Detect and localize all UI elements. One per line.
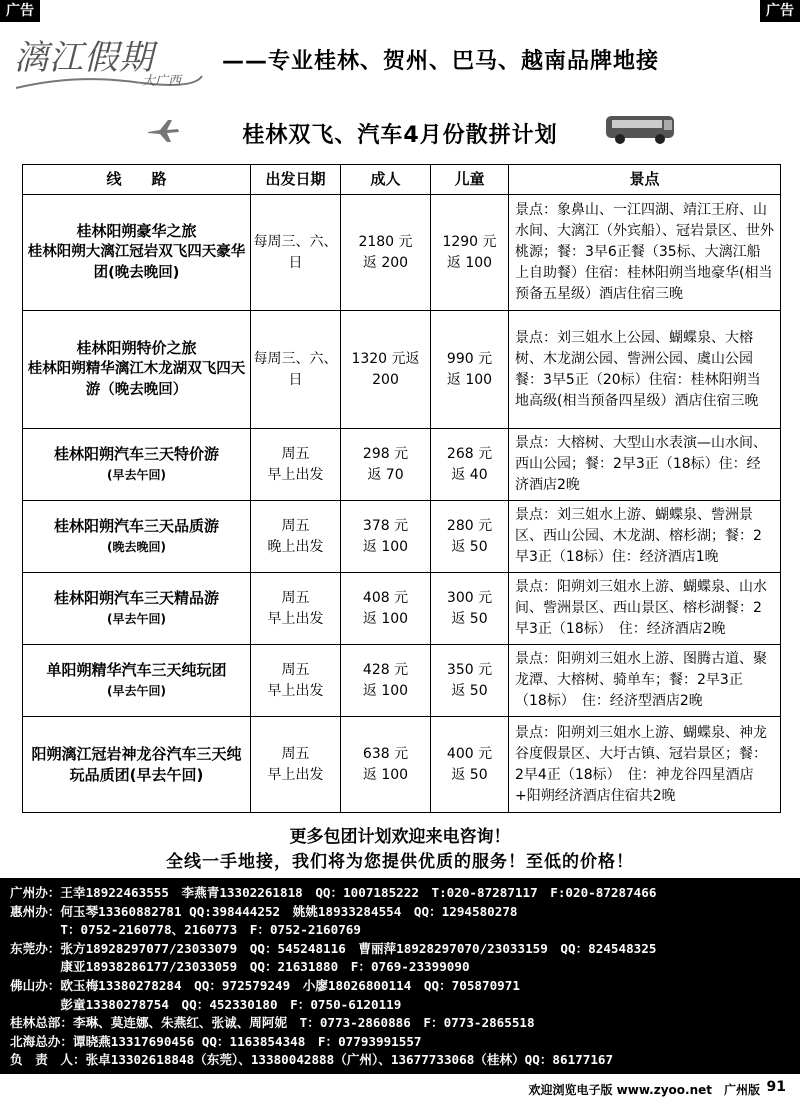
table-row	[23, 501, 781, 573]
date-cell: 周五 早上出发	[251, 645, 341, 717]
sights-cell: 景点：刘三姐水上游、蝴蝶泉、訾洲景区、西山公园、木龙湖、榕杉湖；餐：2早3正（18标）住：经济酒店1晚	[509, 501, 781, 573]
contact-line: 桂林总部：李琳、莫连娜、朱燕红、张诚、周阿妮 T：0773-2860886 F：0773-2865518	[10, 1015, 535, 1031]
contact-line: 彭童13380278754 QQ：452330180 F：0750-6120119	[10, 996, 402, 1012]
date-cell: 周五 早上出发	[251, 717, 341, 813]
route-name: 桂林阳朔汽车三天精品游	[53, 588, 219, 607]
contact-line: 康亚18938286177/23033059 QQ：21631880 F：0769-23399090	[10, 959, 470, 975]
logo	[14, 30, 204, 92]
date-cell: 每周三、六、日	[251, 311, 341, 429]
date-cell: 周五 晚上出发	[251, 501, 341, 573]
table-row	[23, 311, 781, 429]
date-cell: 周五 早上出发	[251, 573, 341, 645]
child-price-cell: 1290 元 返 100	[431, 195, 509, 311]
header-date: 出发日期	[251, 165, 341, 195]
route-cell	[23, 717, 251, 813]
logo-sub-text: 大广西	[142, 74, 182, 89]
contact-line: 东莞办：张方18928297077/23033079 QQ：545248116 曹丽萍18928297070/23033159 QQ：824548325	[10, 940, 657, 956]
sights-cell: 景点：阳朔刘三姐水上游、蝴蝶泉、神龙谷度假景区、大圩古镇、冠岩景区；餐：2早4正（18标） 住：神龙谷四星酒店+阳朔经济酒店住宿共2晚	[509, 717, 781, 813]
page-number: 91	[766, 1079, 786, 1095]
adult-price-cell: 298 元 返 70	[341, 429, 431, 501]
table-row	[23, 645, 781, 717]
route-cell	[23, 573, 251, 645]
adult-price-cell: 1320 元返 200	[341, 311, 431, 429]
route-desc: 桂林阳朔大漓江冠岩双飞四天豪华团(晚去晚回)	[27, 244, 246, 281]
contact-line: 负 责 人：张卓13302618848（东莞）、13380042888（广州）、13677733068（桂林）QQ：86177167	[10, 1052, 614, 1068]
header-route: 线 路	[23, 165, 251, 195]
table-header-row	[23, 165, 781, 195]
sights-cell: 景点：刘三姐水上公园、蝴蝶泉、大榕树、木龙湖公园、訾洲公园、虞山公园餐：3早5正（20标）住宿：桂林阳朔当地高级(相当预备四星级）酒店住宿三晚	[509, 311, 781, 429]
route-cell	[23, 429, 251, 501]
header-child: 儿童	[431, 165, 509, 195]
contact-line: 广州办：王幸18922463555 李燕青13302261818 QQ：1007185222 T:020-87287117 F:020-87287466	[10, 885, 657, 900]
footer	[0, 1078, 800, 1100]
contact-line: T：0752-2160778、2160773 F：0752-2160769	[10, 922, 361, 938]
table-row	[23, 573, 781, 645]
table-row	[23, 195, 781, 311]
date-cell: 每周三、六、日	[251, 195, 341, 311]
sights-cell: 景点：阳朔刘三姐水上游、蝴蝶泉、山水间、訾洲景区、西山景区、榕杉湖餐：2早3正（18标） 住：经济酒店2晚	[509, 573, 781, 645]
route-note: (早去午回)	[107, 467, 166, 482]
adult-price-cell: 378 元 返 100	[341, 501, 431, 573]
route-name: 桂林阳朔汽车三天特价游	[53, 444, 219, 463]
adult-price-cell: 2180 元 返 200	[341, 195, 431, 311]
child-price-cell: 280 元 返 50	[431, 501, 509, 573]
sights-cell: 景点：阳朔刘三姐水上游、图腾古道、聚龙潭、大榕树、骑单车；餐：2早3正（18标） 住：经济型酒店2晚	[509, 645, 781, 717]
child-price-cell: 268 元 返 40	[431, 429, 509, 501]
route-cell	[23, 195, 251, 311]
consult-line: 更多包团计划欢迎来电咨询！	[289, 827, 511, 847]
slogan: ——专业桂林、贺州、巴马、越南品牌地接	[222, 49, 660, 74]
route-cell	[23, 645, 251, 717]
contact-line: 惠州办：何玉琴13360882781 QQ:398444252 姚姚18933284554 QQ：1294580278	[10, 903, 518, 919]
header-adult: 成人	[341, 165, 431, 195]
plan-title: 桂林双飞、汽车4月份散拼计划	[242, 123, 558, 148]
route-note: (早去午回)	[107, 611, 166, 626]
ad-tag-left: 广告	[0, 0, 40, 22]
route-name: 单阳朔精华汽车三天纯玩团	[46, 660, 227, 679]
adult-price-cell: 408 元 返 100	[341, 573, 431, 645]
contact-line: 佛山办：欧玉梅13380278284 QQ：972579249 小廖18026800114 QQ：705870971	[10, 977, 520, 993]
date-cell: 周五 早上出发	[251, 429, 341, 501]
logo-main-text: 漓江假期	[14, 38, 154, 78]
bus-icon	[604, 110, 678, 146]
table-row	[23, 717, 781, 813]
sights-cell: 景点：大榕树、大型山水表演—山水间、西山公园；餐：2早3正（18标）住：经济酒店2晚	[509, 429, 781, 501]
route-name: 桂林阳朔汽车三天品质游	[53, 516, 219, 535]
ad-tag-right: 广告	[760, 0, 800, 22]
footer-text: 欢迎浏览电子版 www.zyoo.net 广州版	[528, 1083, 760, 1097]
adult-price-cell: 638 元 返 100	[341, 717, 431, 813]
route-note: (早去午回)	[107, 683, 166, 698]
child-price-cell: 400 元 返 50	[431, 717, 509, 813]
route-name: 桂林阳朔豪华之旅	[76, 222, 197, 240]
route-name: 桂林阳朔特价之旅	[76, 339, 197, 357]
route-desc: 桂林阳朔精华漓江木龙湖双飞四天游（晚去晚回）	[27, 361, 246, 398]
route-table	[22, 164, 781, 813]
route-cell	[23, 501, 251, 573]
route-note: (晚去晚回)	[107, 539, 166, 554]
header-sights: 景点	[509, 165, 781, 195]
child-price-cell: 990 元 返 100	[431, 311, 509, 429]
adult-price-cell: 428 元 返 100	[341, 645, 431, 717]
child-price-cell: 300 元 返 50	[431, 573, 509, 645]
child-price-cell: 350 元 返 50	[431, 645, 509, 717]
contact-line: 北海总办：谭晓燕13317690456 QQ：1163854348 F：07793991557	[10, 1033, 422, 1049]
table-row	[23, 429, 781, 501]
service-line: 全线一手地接，我们将为您提供优质的服务！至低的价格！	[166, 852, 634, 872]
route-cell	[23, 311, 251, 429]
sights-cell: 景点：象鼻山、一江四湖、靖江王府、山水间、大漓江（外宾船）、冠岩景区、世外桃源；餐：3早6正餐（35标、大漓江船上自助餐）住宿：桂林阳朔当地豪华(相当预备五星级）酒店住宿三晚	[509, 195, 781, 311]
contacts-block	[0, 878, 800, 1074]
route-name: 阳朔漓江冠岩神龙谷汽车三天纯玩品质团(早去午回)	[31, 744, 242, 784]
